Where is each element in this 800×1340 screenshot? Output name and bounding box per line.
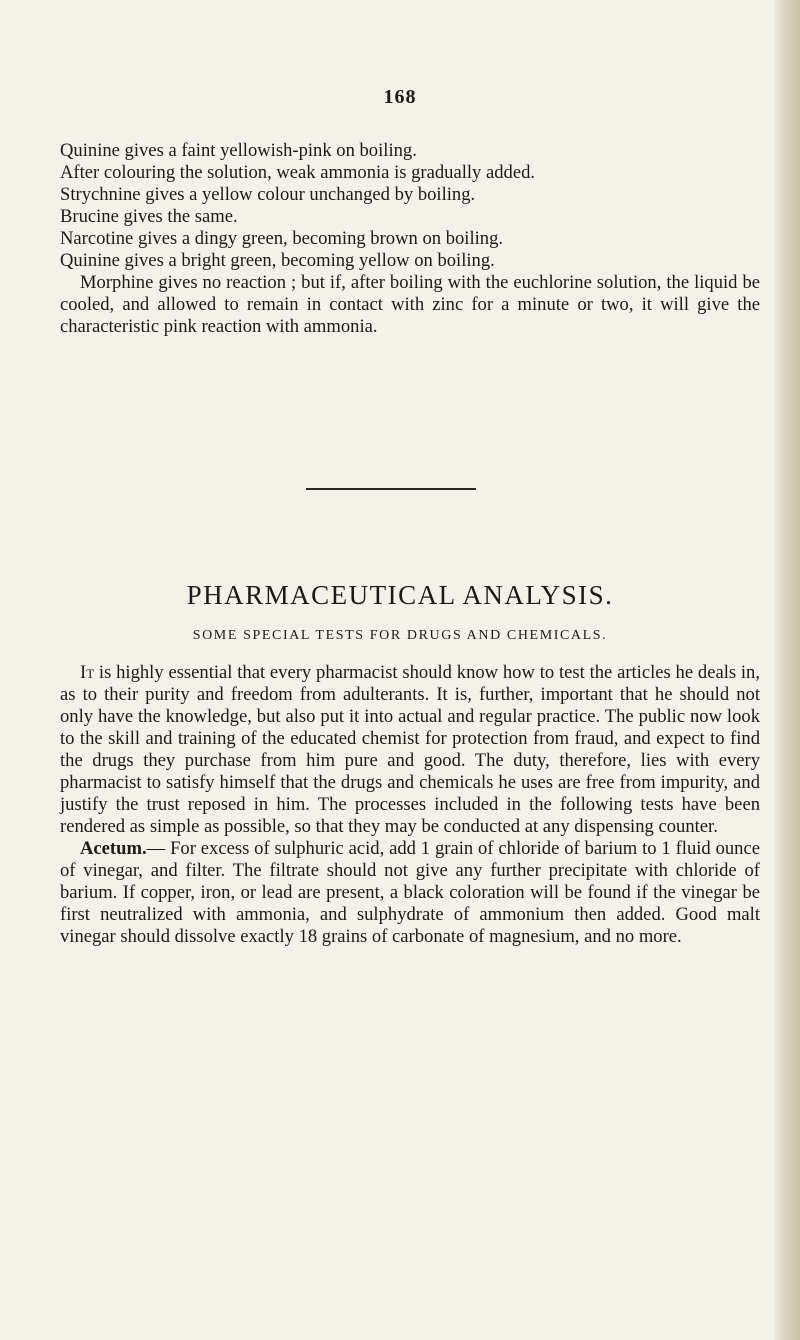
intro-paragraph xyxy=(60,662,760,838)
reaction-line-strychnine: Strychnine gives a yellow colour unchanged by boiling. xyxy=(60,184,476,205)
reaction-line-quinine-pink: Quinine gives a faint yellowish-pink on boiling. xyxy=(60,140,417,161)
section-body xyxy=(60,662,760,948)
section-subtitle: SOME SPECIAL TESTS FOR DRUGS AND CHEMICALS. xyxy=(192,628,608,643)
intro-text: is highly essential that every pharmacist should know how to test the articles he deals in, as to their purity and freedom from adulterants. It is, further, important that he should not only have the knowledge, but also put it into actual and regular practice. The public now look to the skill and training of the educated chemist for protection from fraud, and expect to find the drugs they purchase from him pure and good. The duty, therefore, lies with every pharmacist to satisfy himself that the drugs and chemicals he uses are free from impurity, and justify the trust reposed in him. The processes included in the following tests have been rendered as simple as possible, so that they may be conducted at any dispensing counter. xyxy=(60,662,760,837)
acetum-heading: Acetum. xyxy=(80,838,147,859)
page-number: 168 xyxy=(383,86,417,108)
section-title: PHARMACEUTICAL ANALYSIS. xyxy=(186,580,614,610)
reaction-line-brucine: Brucine gives the same. xyxy=(60,206,238,227)
reaction-line-quinine-green: Quinine gives a bright green, becoming yellow on boiling. xyxy=(60,250,495,271)
reaction-line-narcotine: Narcotine gives a dingy green, becoming brown on boiling. xyxy=(60,228,504,249)
acetum-paragraph xyxy=(60,838,760,948)
reaction-list xyxy=(60,140,760,338)
reaction-line-ammonia: After colouring the solution, weak ammonia is gradually added. xyxy=(60,162,536,183)
acetum-text: — For excess of sulphuric acid, add 1 grain of chloride of barium to 1 fluid ounce of vinegar, and filter. The filtrate should not give any further precipitate with chloride of barium. If copper, iron, or lead are present, a black coloration will be found if the vinegar be first neutralized with ammonia, and sulphydrate of ammonium then added. Good malt vinegar should dissolve exactly 18 grains of carbonate of magnesium, and no more. xyxy=(60,838,760,947)
morphine-paragraph: Morphine gives no reaction ; but if, after boiling with the euchlorine solution, the liquid be cooled, and allowed to remain in contact with zinc for a minute or two, it will give the characteristic pink reaction with ammonia. xyxy=(60,272,760,337)
intro-first-word: It xyxy=(80,662,95,683)
section-divider-rule xyxy=(306,488,476,490)
page-edge-shadow xyxy=(774,0,800,1340)
